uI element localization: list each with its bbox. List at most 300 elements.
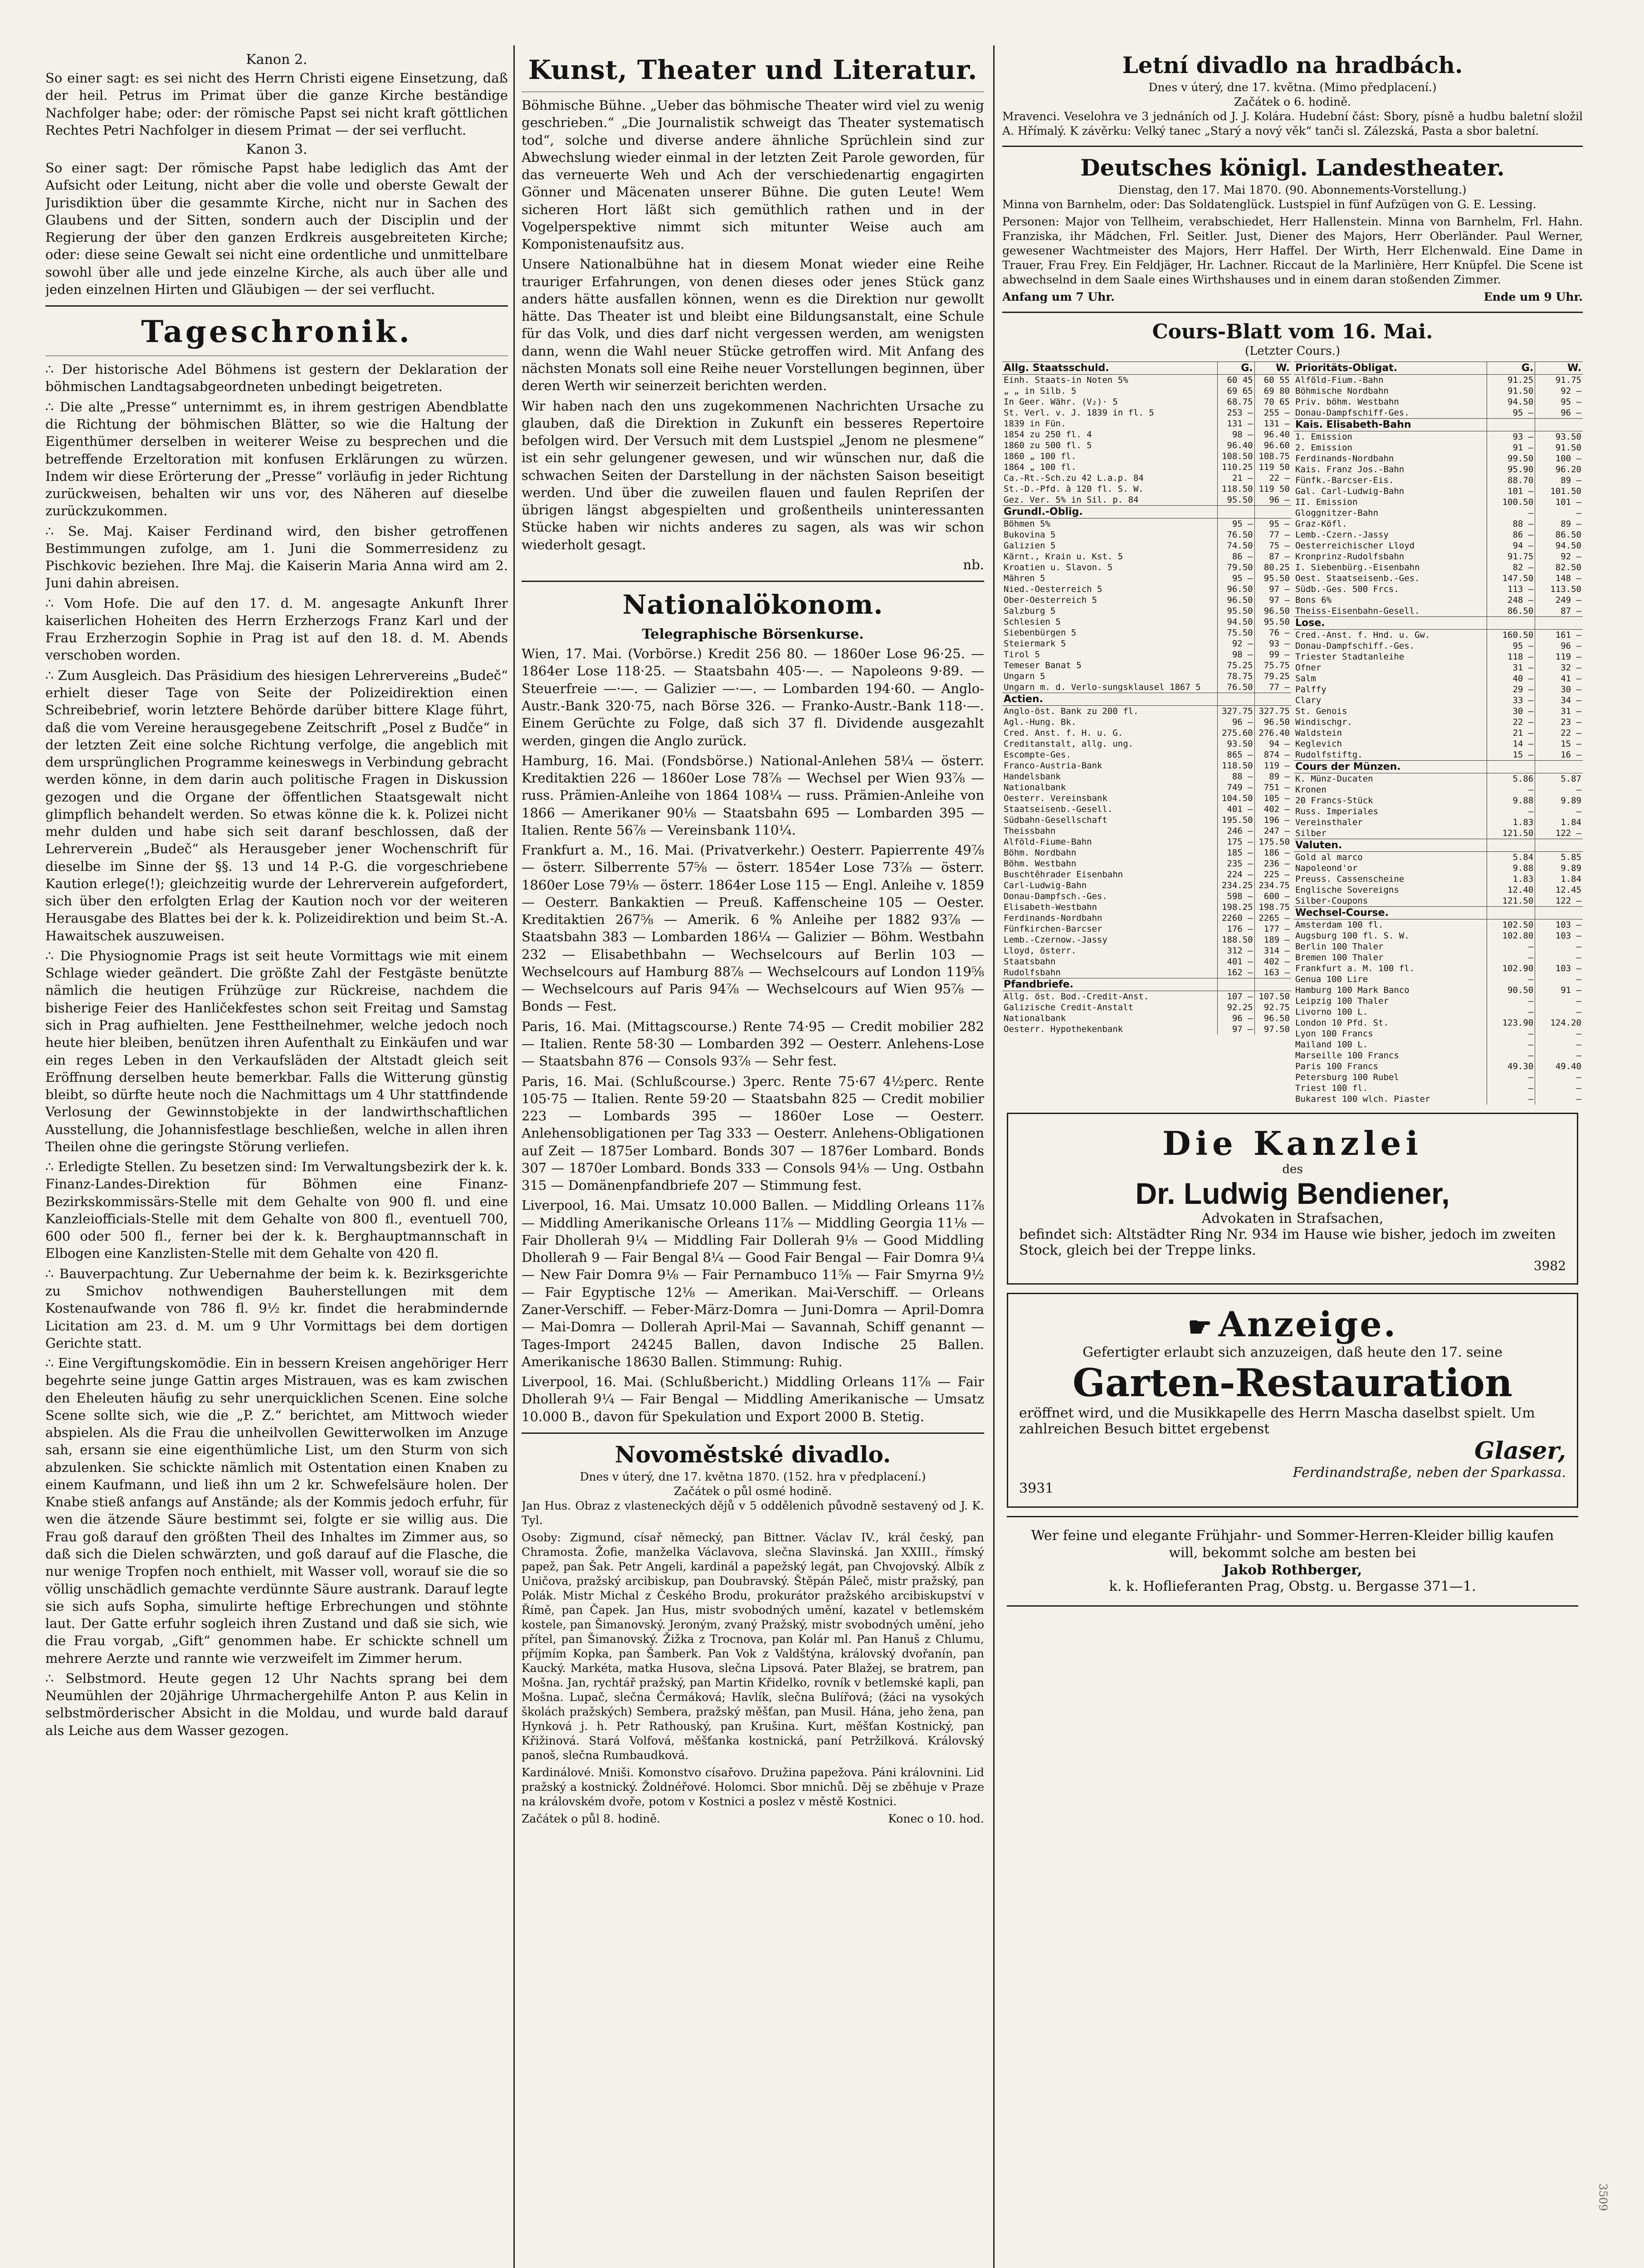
- security-name: Preuss. Cassenscheine: [1295, 874, 1405, 884]
- security-name: Englische Sovereigns: [1295, 885, 1399, 895]
- security-name: Cours der Münzen.: [1294, 761, 1487, 773]
- news-item: ∴ Se. Maj. Kaiser Ferdinand wird, den bisher getroffenen Bestimmungen zufolge, am 1. Juni die Sommerresidenz zu Pischkovic beziehen. Ihre Maj. die Kaiserin Maria Anna wird am 2. Juni dahin abreisen.: [45, 523, 508, 591]
- security-name: Bukarest 100 wlch. Piaster: [1295, 1094, 1430, 1104]
- course-value: 175 —: [1218, 836, 1254, 847]
- security-name: Böhmen 5%: [1004, 519, 1050, 529]
- security-name: In Geer. Währ. (V₂)· 5: [1004, 397, 1118, 407]
- table-row: [1002, 869, 1291, 880]
- course-value: —: [1535, 806, 1583, 817]
- course-value: 70 65: [1254, 396, 1291, 407]
- table-row: [1002, 440, 1291, 451]
- table-row: [1294, 863, 1583, 874]
- boerse-report: Liverpool, 16. Mai. Umsatz 10.000 Ballen. — Middling Orleans 11⅞ — Middling Amerikanische Orleans 11⅞ — Middling Georgia 11⅛ — Fair Dhollerah 9¼ — Middling Fair Dollerah 9⅛ — Good Middling Dholleraħ 9 — Fair Bengal 8¼ — Good Fair Bengal — Fair Domra 9¼ — New Fair Domra 9⅛ — Fair Pernambuco 11⅝ — Fair Smyrna 9½ — Fair Egyptische 12⅛ — Amerikan. Mai-Verschiff. — Orleans Zaner-Verschiff. — Feber-März-Domra — Juni-Domra — April-Domra — Mai-Domra — Dollerah April-Mai — Savannah, Schiff genannt — Tages-Import 24245 Ballen, davon Indische 25 Ballen. Amerikanische 18630 Ballen. Stimmung: Ruhig.: [522, 1198, 984, 1369]
- kunst-heading: Kunst, Theater und Literatur.: [528, 54, 978, 85]
- section-rule: [45, 305, 508, 307]
- ad-rothberger-address: k. k. Hoflieferanten Prag, Obstg. u. Bergasse 371—1.: [1109, 1578, 1476, 1594]
- table-row: [1002, 706, 1291, 717]
- course-value: 96.50: [1254, 1013, 1291, 1024]
- table-row: [1294, 442, 1583, 453]
- course-value: 95.50: [1254, 573, 1291, 584]
- novomestske-heading: Novoměstské divadlo.: [615, 1441, 891, 1468]
- table-row: [1002, 462, 1291, 473]
- security-name: Petersburg 100 Rubel: [1295, 1072, 1399, 1082]
- course-value: 121.50: [1487, 895, 1535, 907]
- security-name: Donau-Dampfsch.-Ges.: [1004, 891, 1107, 901]
- course-value: 234.75: [1254, 880, 1291, 891]
- course-value: 96 —: [1535, 407, 1583, 419]
- security-name: 2. Emission: [1295, 443, 1352, 453]
- deutsches-cast: Personen: Major von Tellheim, verabschiedet, Herr Hallenstein. Minna von Barnhelm, Frl. Hahn. Franziska, ihr Mädchen, Frl. Seitler. Just, Diener des Majors, Herr Oberländer. Paul Werner, gewesener Wachtmeister des Majors, Herr Haffel. Der Wirth, Herr Elchenwald. Eine Dame in Trauer, Frau Frey. Ein Feldjäger, Hr. Lachner. Riccaut de la Marlinière, Herr Knüpfel. Die Scene ist abwechselnd in dem Saale eines Wirthshauses und in einem daran stoßenden Zimmer.: [1002, 215, 1583, 286]
- security-name: Nationalbank: [1004, 1013, 1066, 1023]
- course-value: 224 —: [1218, 869, 1254, 880]
- table-row: [1002, 967, 1291, 978]
- course-value: 22 —: [1535, 728, 1583, 738]
- table-row: [1294, 930, 1583, 941]
- course-value: 12.40: [1487, 885, 1535, 895]
- section-rule: [1002, 146, 1583, 147]
- course-value: 123.90: [1487, 1017, 1535, 1028]
- course-value: 131 —: [1218, 418, 1254, 429]
- article-paragraph: Wir haben nach den uns zugekommenen Nachrichten Ursache zu glauben, daß die Direktion in Zukunft ein besseres Repertoire befolgen wird. Der Versuch mit dem Lustspiel „Jenom ne plesmene“ ist ein sehr gelungener gewesen, und wir wünschen nur, daß die schwachen Seiten der Darstellung in der nächsten Saison beseitigt werden. Und über die zuweilen flauen und faulen Repriſen der übrigen längst abgespielten und großentheils uninteressanten Stücke haben wir nichts anderes zu sagen, als was wir schon wiederholt gesagt.: [522, 398, 984, 552]
- table-header-row: [1294, 419, 1583, 431]
- table-row: [1002, 847, 1291, 858]
- course-value: [1535, 761, 1583, 773]
- table-row: [1002, 473, 1291, 484]
- novomestske-date: Dnes v úterý, dne 17. května 1870. (152. hra v předplacení.): [580, 1470, 926, 1483]
- table-row: [1002, 518, 1291, 530]
- security-name: Escompte-Ges.: [1004, 750, 1071, 760]
- course-value: 312 —: [1218, 945, 1254, 956]
- course-value: 118.50: [1218, 484, 1254, 494]
- course-value: 186 —: [1254, 847, 1291, 858]
- course-value: 30 —: [1535, 684, 1583, 695]
- course-value: 103 —: [1535, 963, 1583, 974]
- column-left: [45, 50, 508, 2268]
- news-item: ∴ Vom Hofe. Die auf den 17. d. M. angesagte Ankunft Ihrer kaiserlichen Hoheiten des Herrn Erzherzogs Franz Karl und der Frau Erzherzogin Sophie in Prag ist auf den 18. d. M. Abends verschoben worden.: [45, 595, 508, 663]
- security-name: Oesterr. Hypothekenbank: [1004, 1024, 1123, 1034]
- security-name: Bons 6%: [1295, 595, 1332, 605]
- table-row: [1294, 464, 1583, 475]
- course-value: 95 —: [1218, 518, 1254, 530]
- table-row: [1294, 662, 1583, 673]
- security-name: 1860 zu 500 fl. 5: [1004, 440, 1092, 450]
- ad-anzeige-address: Ferdinandstraße, neben der Sparkassa.: [1293, 1465, 1566, 1481]
- security-name: Lose.: [1294, 617, 1487, 630]
- news-item: ∴ Bauverpachtung. Zur Uebernahme der beim k. k. Bezirksgerichte zu Smichov nothwendigen Bauherstellungen mit dem Kostenaufwande von 786 fl. 9½ kr. findet die herabmindernde Licitation am 23. d. M. um 9 Uhr Vormittags bei dem dortigen Gerichte statt.: [45, 1266, 508, 1351]
- security-name: Oesterreichischer Lloyd: [1295, 541, 1415, 551]
- course-value: 119 —: [1535, 651, 1583, 662]
- course-value: 96.40: [1254, 429, 1291, 440]
- course-value: —: [1487, 941, 1535, 952]
- course-value: 60 45: [1218, 375, 1254, 386]
- security-name: Priv. böhm. Westbahn: [1295, 397, 1399, 407]
- security-name: Ferdinands-Nordbahn: [1004, 913, 1103, 923]
- course-value: 86.50: [1535, 529, 1583, 540]
- security-name: Lyon 100 Francs: [1295, 1029, 1373, 1039]
- course-value: [1535, 839, 1583, 852]
- security-name: Theiss-Eisenbahn-Gesell.: [1295, 606, 1420, 616]
- ad-kanzlei-des: des: [1282, 1163, 1303, 1176]
- table-row: [1002, 793, 1291, 804]
- course-value: 100 —: [1535, 453, 1583, 464]
- boerse-report: Frankfurt a. M., 16. Mai. (Privatverkehr.) Oesterr. Papierrente 49⅞ — österr. Silberrente 57⅝ — österr. 1854er Lose 73⅞ — österr. 1860er Lose 79⅛ — österr. 1864er Lose 115 — Engl. Anleihe v. 1859 — Oesterr. Bankaktien — Preuß. Kaffenscheine 105 — Oester. Kreditaktien 267⅝ — Amerik. 6 % Anleihe per 1882 93⅞ — Staatsbahn 383 — Lombarden 186¼ — Galizier — Böhm. Westbahn 232 — Elisabethbahn — Wechselcours auf Berlin 103 — Wechselcours auf Hamburg 88⅞ — Wechselcours auf London 119⅝ — Wechselcours auf Paris 94⅞ — Wechselcours auf Wien 95⅞ — Bonds — Fest.: [522, 842, 984, 1014]
- course-value: 94 —: [1487, 540, 1535, 551]
- course-value: 92 —: [1535, 386, 1583, 396]
- course-value: 188.50: [1218, 934, 1254, 945]
- security-name: II. Emission: [1295, 497, 1358, 507]
- security-name: Buschtěhrader Eisenbahn: [1004, 870, 1123, 880]
- course-value: 101.50: [1535, 486, 1583, 497]
- security-name: Handelsbank: [1004, 772, 1061, 782]
- course-value: 314 —: [1254, 945, 1291, 956]
- news-item: ∴ Die alte „Presse“ unternimmt es, in ihrem gestrigen Abendblatte die Richtung der böhmischen Blätter, so wie die Haltung der Eigenthümer derselben in weiterer Weise zu besprechen und die betreffende Erzeltoration mit konfusen Erklärungen zu würzen. Indem wir diese Erörterung der „Presse“ vorläufig in jeder Richtung zurückweisen, behalten wir uns vor, des Näheren auf dieselbe zurückzukommen.: [45, 399, 508, 519]
- table-row: [1002, 606, 1291, 616]
- table-row: [1294, 784, 1583, 795]
- end-time: Ende um 9 Uhr.: [1483, 290, 1583, 303]
- table-header-row: [1294, 362, 1583, 375]
- security-name: Kroatien u. Slavon. 5: [1004, 562, 1113, 572]
- course-value: —: [1487, 806, 1535, 817]
- course-value: [1487, 761, 1535, 773]
- table-header-row: [1294, 617, 1583, 630]
- security-name: Steiermark 5: [1004, 639, 1066, 649]
- security-name: Kronprinz-Rudolfsbahn: [1295, 552, 1405, 562]
- course-value: —: [1535, 952, 1583, 963]
- column-middle: [522, 50, 984, 2268]
- security-name: Oesterr. Vereinsbank: [1004, 793, 1107, 803]
- course-value: 96.50: [1218, 584, 1254, 595]
- ad-anzeige-text: Gefertigter erlaubt sich anzuzeigen, daß heute den 17. seine: [1083, 1344, 1503, 1360]
- column-right: [1002, 50, 1583, 2268]
- table-row: [1294, 673, 1583, 684]
- course-value: 95.90: [1487, 464, 1535, 475]
- security-name: Ferdinands-Nordbahn: [1295, 454, 1394, 464]
- table-row: [1294, 828, 1583, 839]
- course-value: 96 —: [1254, 494, 1291, 506]
- course-value: —: [1487, 1007, 1535, 1017]
- course-value: 22 —: [1487, 717, 1535, 728]
- course-value: 32 —: [1535, 662, 1583, 673]
- table-row: [1294, 952, 1583, 963]
- course-value: 88 —: [1487, 518, 1535, 529]
- table-row: [1294, 749, 1583, 761]
- course-value: 9.89: [1535, 863, 1583, 874]
- course-value: 100.50: [1487, 497, 1535, 508]
- course-value: 198.25: [1218, 902, 1254, 913]
- course-value: 108.50: [1218, 451, 1254, 462]
- course-value: 160.50: [1487, 630, 1535, 641]
- ad-kanzlei-title: Die Kanzlei: [1162, 1124, 1423, 1163]
- course-value: 80.25: [1254, 562, 1291, 573]
- ad-anzeige-big: Garten-Restauration: [1073, 1360, 1512, 1405]
- course-value: 9.89: [1535, 795, 1583, 806]
- table-row: [1002, 660, 1291, 671]
- course-value: 82.50: [1535, 562, 1583, 573]
- table-row: [1002, 956, 1291, 967]
- boerse-report: Paris, 16. Mai. (Schlußcourse.) 3perc. Rente 75·67 4½perc. Rente 105·75 — Italien. Rente 59·20 — Staatsbahn 825 — Credit mobilier 223 — Lombards 395 — 1860er Lose — Oesterr. Anlehensobligationen per Tag 333 — Oesterr. Anlehens-Obligationen auf Zeit — 1875er Lombard. Bonds 307 — 1876er Lombard. Bonds 307 — 1870er Lombard. Bonds 333 — Consols 94⅛ — Ung. Ostbahn 315 — Domänenpfandbriefe 207 — Stimmung fest.: [522, 1073, 984, 1193]
- table-row: [1294, 795, 1583, 806]
- letni-start: Začátek o 6. hodině.: [1234, 95, 1351, 108]
- course-value: [1218, 978, 1254, 991]
- course-value: 99 —: [1254, 649, 1291, 660]
- course-value: 21 —: [1487, 728, 1535, 738]
- course-value: 94.50: [1218, 616, 1254, 627]
- course-value: 401 —: [1218, 956, 1254, 967]
- course-value: —: [1487, 784, 1535, 795]
- table-row: [1294, 651, 1583, 662]
- table-row: [1294, 562, 1583, 573]
- course-value: 148 —: [1535, 573, 1583, 584]
- security-name: Valuten.: [1294, 839, 1487, 852]
- course-value: 176 —: [1218, 924, 1254, 934]
- novomestske-cast: Osoby: Zigmund, císař německý, pan Bittner. Václav IV., král český, pan Chramosta. Žofie, manželka Václavova, slečna Slavinská. Jan XXIII., římský papež, pan Šak. Petr Angeli, kardinál a papežský legát, pan Chvojovský. Albík z Uničova, pražský arcibiskup, pan Doubravský. Štěpán Páleč, mistr pražský, pan Polák. Mistr Michal z Českého Brodu, prokurátor pražského arcibiskupství v Římě, pan Čapek. Jan Hus, mistr svobodných umění, kazatel v betlemském kostele, pan Šimanovský. Jeroným, zvaný Pražský, mistr svobodných umění, jeho přítel, pan Šimanovský. Žižka z Trocnova, pan Kolár ml. Pan Hanuš z Chlumu, příjmím Kopka, pan Šamberk. Pan Vok z Valdštýna, královský dvořanín, pan Kaucký. Markéta, matka Husova, slečna Lipsová. Pater Blažej, se bratrem, pan Mošna. Jan, rychtář pražský, pan Martin Křidelko, rovník v betlemské kapli, pan Mošna. Lupač, slečna Čermáková; Havlík, slečna Bulířová; (žáci na vysokých školách pražských) Sembera, pražský měšťan, pan Musil. Hána, jeho žena, pan Hynková j. h. Petr Rathouský, pan Krušina. Kurt, měšťan Kostnický, pan Křižinová. Stará Volfová, měšťanka kostnická, paní Petržilková. Královský panoš, slečna Rumbaudková.: [522, 1530, 984, 1762]
- course-value: 15 —: [1535, 738, 1583, 749]
- course-value: 78.75: [1218, 671, 1254, 682]
- course-value: [1254, 506, 1291, 518]
- security-name: 1864 „ 100 fl.: [1004, 462, 1077, 472]
- course-value: 121.50: [1487, 828, 1535, 839]
- table-row: [1294, 695, 1583, 706]
- course-value: —: [1487, 1039, 1535, 1050]
- table-row: [1002, 595, 1291, 606]
- course-value: —: [1487, 1028, 1535, 1039]
- table-row: [1294, 475, 1583, 486]
- course-value: 87 —: [1254, 551, 1291, 562]
- course-value: 21 —: [1218, 473, 1254, 484]
- table-row: [1294, 386, 1583, 396]
- ad-anzeige-title: [1019, 1304, 1566, 1344]
- course-value: 92.25: [1218, 1002, 1254, 1013]
- table-row: [1002, 584, 1291, 595]
- course-value: 175.50: [1254, 836, 1291, 847]
- start-time: Anfang um 7 Uhr.: [1002, 290, 1115, 303]
- security-name: Lemb.-Czernow.-Jassy: [1004, 935, 1107, 945]
- table-row: [1294, 606, 1583, 617]
- security-name: Anglo-öst. Bank zu 200 fl.: [1004, 706, 1139, 716]
- table-row: [1002, 429, 1291, 440]
- security-name: Agl.-Hung. Bk.: [1004, 717, 1077, 727]
- table-row: [1294, 874, 1583, 885]
- course-value: 103 —: [1535, 919, 1583, 931]
- ad-rothberger-text: Wer feine und elegante Frühjahr- und Sommer-Herren-Kleider billig kaufen will, bekommt solche am besten bei: [1031, 1528, 1554, 1561]
- course-value: 96.60: [1254, 440, 1291, 451]
- course-value: —: [1535, 508, 1583, 518]
- course-value: 98 —: [1218, 649, 1254, 660]
- security-name: Rudolfstiftg.: [1295, 750, 1363, 760]
- security-name: Rudolfsbahn: [1004, 968, 1061, 978]
- table-header-row: [1294, 761, 1583, 773]
- cours-blatt-subheading: (Letzter Cours.): [1245, 344, 1340, 358]
- table-row: [1294, 974, 1583, 985]
- security-name: Ungarn m. d. Verlo-sungsklausel 1867 5: [1004, 682, 1201, 692]
- course-value: 96.50: [1254, 606, 1291, 616]
- security-name: Allg. Staatsschuld.: [1002, 362, 1218, 375]
- course-value: 75 —: [1254, 540, 1291, 551]
- course-value: 92.75: [1254, 1002, 1291, 1013]
- end-time: Konec o 10. hod.: [888, 1812, 984, 1825]
- table-row: [1002, 760, 1291, 771]
- security-name: Allg. öst. Bod.-Credit-Anst.: [1004, 992, 1149, 1002]
- course-value: 235 —: [1218, 858, 1254, 869]
- table-row: [1002, 396, 1291, 407]
- course-value: 94.50: [1535, 540, 1583, 551]
- table-row: [1294, 817, 1583, 828]
- course-value: 49.30: [1487, 1061, 1535, 1072]
- course-value: 77 —: [1254, 682, 1291, 693]
- course-value: 105 —: [1254, 793, 1291, 804]
- course-value: [1218, 506, 1254, 518]
- security-name: Südb.-Ges. 500 Frcs.: [1295, 584, 1399, 594]
- cours-table-right-wrap: [1294, 362, 1583, 1105]
- course-value: 9.88: [1487, 863, 1535, 874]
- security-name: Creditanstalt, allg. ung.: [1004, 739, 1133, 749]
- course-value: 29 —: [1487, 684, 1535, 695]
- cours-table-left-wrap: [1002, 362, 1291, 1105]
- course-value: —: [1487, 1094, 1535, 1105]
- boerse-report: Wien, 17. Mai. (Vorbörse.) Kredit 256 80. — 1860er Lose 96·25. — 1864er Lose 118·25. — Staatsbahn 405·—. — Napoleons 9·89. — Steuerfreie —·—. — Galizier —·—. — Lombarden 194·60. — Anglo-Austr.-Bank 320·75, nach Börse 326. — Franko-Austr.-Bank 118·—. Einem Gerüchte zu Folge, daß sich 37 fl. Dividende ausgezahlt werden, gingen die Anglo zurück.: [522, 646, 984, 748]
- course-value: 69 65: [1218, 386, 1254, 396]
- ad-anzeige-label: Anzeige.: [1218, 1304, 1398, 1344]
- course-value: 248 —: [1487, 595, 1535, 606]
- course-value: 49.40: [1535, 1061, 1583, 1072]
- course-value: —: [1535, 1039, 1583, 1050]
- course-value: 40 —: [1487, 673, 1535, 684]
- course-value: —: [1535, 1050, 1583, 1061]
- table-row: [1294, 773, 1583, 785]
- news-item: ∴ Eine Vergiftungskomödie. Ein in bessern Kreisen angehöriger Herr begehrte seine junge Gattin arges Mistrauen, was es kam zwischen den Eheleuten häufig zu sehr unerquicklichen Scenen. Eine solche Scene sollte sich, wie die „P. Z.“ berichtet, am Mittwoch wieder abspielen. Als die Frau die unheilvollen Gewitterwolken im Anzuge sah, ersann sie eine eigenthümliche List, um den Sturm von sich abzulenken. Sie schickte nämlich mit Ostentation einen Knaben zu einem Kaufmann, und ließ ihn um 2 kr. Schwefelsäure holen. Der Knabe stieß anfangs auf Anstände; als der Kommis jedoch erfuhr, für wen die ätzende Säure bestimmt sei, folgte er sie willig aus. Die Frau goß darauf den größten Theil des Inhaltes im Zimmer aus, so daß sich die Dielen schwärzten, und goß darauf auf die Flasche, die nur wenige Tropfen noch enthielt, mit Wasser voll, worauf sie die so völlig unschädlich gemachte verdünnte Säure austrank. Darauf legte sie sich aufs Sopha, simulirte heftige Erbrechungen und stöhnte laut. Der Gatte erfuhr sogleich ihren Zustand und daß sie sich, wie die Frau vorgab, „Gift“ genommen habe. Er schickte schnell um mehrere Aerzte und rannte wie verzweifelt im Zimmer herum.: [45, 1355, 508, 1666]
- security-name: Temeser Banat 5: [1004, 660, 1082, 670]
- table-row: [1002, 924, 1291, 934]
- table-row: [1002, 804, 1291, 815]
- course-value: 79.25: [1254, 671, 1291, 682]
- course-value: 95.50: [1254, 616, 1291, 627]
- course-value: —: [1535, 941, 1583, 952]
- table-header-row: [1294, 839, 1583, 852]
- table-row: [1294, 595, 1583, 606]
- cours-tables: [1002, 362, 1583, 1105]
- course-value: 5.84: [1487, 852, 1535, 863]
- course-value: —: [1535, 1094, 1583, 1105]
- table-row: [1294, 1017, 1583, 1028]
- table-row: [1002, 616, 1291, 627]
- novomestske-play: Jan Hus. Obraz z vlasteneckých dějů v 5 oddělenich původně sestavený od J. K. Tyl.: [522, 1499, 984, 1527]
- ad-anzeige-signature: Glaser,: [1474, 1437, 1566, 1465]
- course-value: 97 —: [1254, 595, 1291, 606]
- course-value: 102.50: [1487, 919, 1535, 931]
- ad-kanzlei-text: befindet sich: Altstädter Ring Nr. 934 im Hause wie bisher, jedoch im zweiten Stock, gleich bei der Treppe links.: [1019, 1227, 1556, 1258]
- security-name: Einh. Staats-in Noten 5%: [1004, 375, 1128, 385]
- security-name: Gold al marco: [1295, 852, 1363, 862]
- course-value: 91.25: [1487, 375, 1535, 386]
- course-value: 95.50: [1218, 494, 1254, 506]
- table-row: [1294, 508, 1583, 518]
- course-value: 189 —: [1254, 934, 1291, 945]
- security-name: Böhm. Nordbahn: [1004, 848, 1077, 858]
- table-row: [1002, 407, 1291, 418]
- course-value: 97 —: [1254, 584, 1291, 595]
- course-value: 97 —: [1218, 1024, 1254, 1035]
- security-name: Ca.-Rt.-Sch.zu 42 L.a.p. 84: [1004, 473, 1144, 483]
- security-name: Waldstein: [1295, 728, 1342, 738]
- course-value: 96.40: [1218, 440, 1254, 451]
- ad-garten-restauration: [1007, 1293, 1578, 1508]
- security-name: Bremen 100 Thaler: [1295, 953, 1384, 963]
- course-value: 97.50: [1254, 1024, 1291, 1035]
- course-value: 225 —: [1254, 869, 1291, 880]
- kanon-2-text: So einer sagt: es sei nicht des Herrn Christi eigene Einsetzung, daß der heil. Petrus im Primat über die ganze Kirche beständige Nachfolger habe; oder: der römische Papst sei nicht kraft göttlichen Rechtes Petri Nachfolger in diesem Primat — der sei verflucht.: [45, 70, 508, 138]
- ad-number: 3931: [1019, 1481, 1054, 1496]
- ad-kanzlei: [1007, 1113, 1578, 1285]
- table-row: [1294, 518, 1583, 529]
- course-value: 89 —: [1535, 475, 1583, 486]
- course-value: 90.50: [1487, 985, 1535, 996]
- course-value: G.: [1218, 362, 1254, 375]
- security-name: Palffy: [1295, 684, 1327, 694]
- letni-date: Dnes v úterý, dne 17. května. (Mimo předplacení.): [1148, 81, 1437, 94]
- course-value: 147.50: [1487, 573, 1535, 584]
- course-value: 113 —: [1487, 584, 1535, 595]
- course-value: 96 —: [1535, 640, 1583, 651]
- course-value: [1254, 978, 1291, 991]
- course-value: —: [1535, 1007, 1583, 1017]
- table-row: [1002, 717, 1291, 728]
- course-value: 99.50: [1487, 453, 1535, 464]
- course-value: 94.50: [1487, 396, 1535, 407]
- table-row: [1294, 717, 1583, 728]
- ad-kanzlei-name: Dr. Ludwig Bendiener,: [1135, 1177, 1450, 1210]
- course-value: 31 —: [1535, 706, 1583, 717]
- course-value: —: [1535, 974, 1583, 985]
- course-value: [1254, 693, 1291, 706]
- security-name: Augsburg 100 fl. S. W.: [1295, 931, 1410, 941]
- course-value: 89 —: [1535, 518, 1583, 529]
- deutsches-times: [1002, 290, 1583, 304]
- table-row: [1294, 396, 1583, 407]
- security-name: Gez. Ver. 5% in Sil. p. 84: [1004, 495, 1139, 505]
- security-name: Siebenbürgen 5: [1004, 628, 1077, 638]
- course-value: 96 —: [1218, 1013, 1254, 1024]
- course-value: 1.83: [1487, 817, 1535, 828]
- table-row: [1002, 902, 1291, 913]
- course-value: 86 —: [1218, 551, 1254, 562]
- table-row: [1002, 418, 1291, 429]
- deutsches-date: Dienstag, den 17. Mai 1870. (90. Abonnements-Vorstellung.): [1118, 183, 1467, 196]
- table-row: [1294, 375, 1583, 386]
- security-name: Donau-Dampfschiff-Ges.: [1295, 408, 1410, 418]
- table-row: [1002, 836, 1291, 847]
- table-row: [1294, 486, 1583, 497]
- course-value: 31 —: [1487, 662, 1535, 673]
- security-name: Grundl.-Oblig.: [1002, 506, 1218, 518]
- security-name: Franco-Austria-Bank: [1004, 761, 1103, 771]
- table-row: [1002, 551, 1291, 562]
- table-row: [1294, 895, 1583, 907]
- course-value: W.: [1535, 362, 1583, 375]
- course-value: 198.75: [1254, 902, 1291, 913]
- course-value: —: [1487, 1050, 1535, 1061]
- security-name: Clary: [1295, 695, 1322, 705]
- security-name: Kronen: [1295, 785, 1327, 795]
- security-name: Nied.-Oesterreich 5: [1004, 584, 1103, 594]
- course-value: 93.50: [1218, 738, 1254, 749]
- course-value: 86.50: [1487, 606, 1535, 617]
- course-value: 16 —: [1535, 749, 1583, 761]
- course-value: —: [1487, 508, 1535, 518]
- course-value: 77 —: [1254, 529, 1291, 540]
- course-value: 113.50: [1535, 584, 1583, 595]
- course-value: 92 —: [1218, 638, 1254, 649]
- course-value: 234.25: [1218, 880, 1254, 891]
